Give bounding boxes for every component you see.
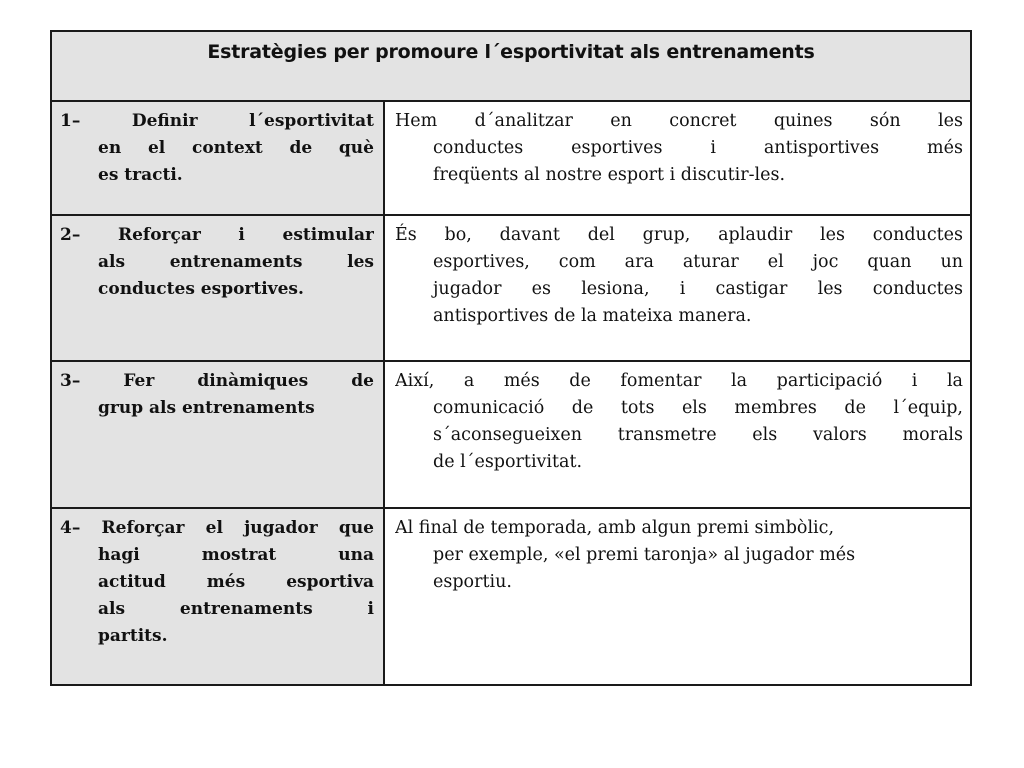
description-cell: [385, 102, 970, 214]
text-line: s´aconsegueixen transmetre els valors morals: [433, 425, 963, 445]
text-line: esportives, com ara aturar el joc quan un: [433, 252, 963, 272]
strategy-text: [60, 515, 374, 650]
table-row: [52, 509, 970, 684]
text-line: esportiu.: [433, 572, 512, 592]
text-line: Hem d´analitzar en concret quines són les: [395, 111, 963, 131]
strategy-text: [60, 108, 374, 189]
text-line: 1– Definir l´esportivitat: [60, 111, 374, 131]
text-line: És bo, davant del grup, aplaudir les conductes: [395, 225, 963, 245]
text-line: conductes esportives i antisportives més: [433, 138, 963, 158]
description-cell: [385, 362, 970, 507]
text-line: es tracti.: [98, 165, 183, 185]
description-cell: [385, 216, 970, 360]
strategy-text: [60, 222, 374, 303]
text-line: als entrenaments les: [98, 252, 374, 272]
text-line: 2– Reforçar i estimular: [60, 225, 374, 245]
strategy-text: [60, 368, 374, 422]
text-line: 3– Fer dinàmiques de: [60, 371, 374, 391]
text-line: freqüents al nostre esport i discutir-les.: [433, 165, 786, 185]
text-line: jugador es lesiona, i castigar les conductes: [433, 279, 963, 299]
strategy-cell: [52, 509, 385, 684]
description-text: [395, 368, 963, 476]
text-line: antisportives de la mateixa manera.: [433, 306, 752, 326]
text-line: en el context de què: [98, 138, 374, 158]
table-row: [52, 216, 970, 362]
text-line: partits.: [98, 626, 168, 646]
description-text: [395, 108, 963, 189]
description-text: [395, 515, 963, 596]
description-text: [395, 222, 963, 330]
text-line: 4– Reforçar el jugador que: [60, 518, 374, 538]
text-line: Així, a més de fomentar la participació i la: [395, 371, 963, 391]
strategy-cell: [52, 216, 385, 360]
text-line: grup als entrenaments: [98, 398, 315, 418]
text-line: per exemple, «el premi taronja» al jugador més: [433, 545, 856, 565]
table-row: [52, 362, 970, 509]
strategy-cell: [52, 362, 385, 507]
text-line: hagi mostrat una: [98, 545, 374, 565]
strategies-table: [50, 30, 972, 686]
text-line: als entrenaments i: [98, 599, 374, 619]
strategy-cell: [52, 102, 385, 214]
text-line: de l´esportivitat.: [433, 452, 583, 472]
text-line: actitud més esportiva: [98, 572, 374, 592]
table-title-row: [52, 32, 970, 102]
table-title: Estratègies per promoure l´esportivitat als entrenaments: [207, 41, 815, 63]
table-row: [52, 102, 970, 216]
text-line: comunicació de tots els membres de l´equip,: [433, 398, 963, 418]
text-line: Al final de temporada, amb algun premi simbòlic,: [395, 518, 835, 538]
description-cell: [385, 509, 970, 684]
text-line: conductes esportives.: [98, 279, 304, 299]
